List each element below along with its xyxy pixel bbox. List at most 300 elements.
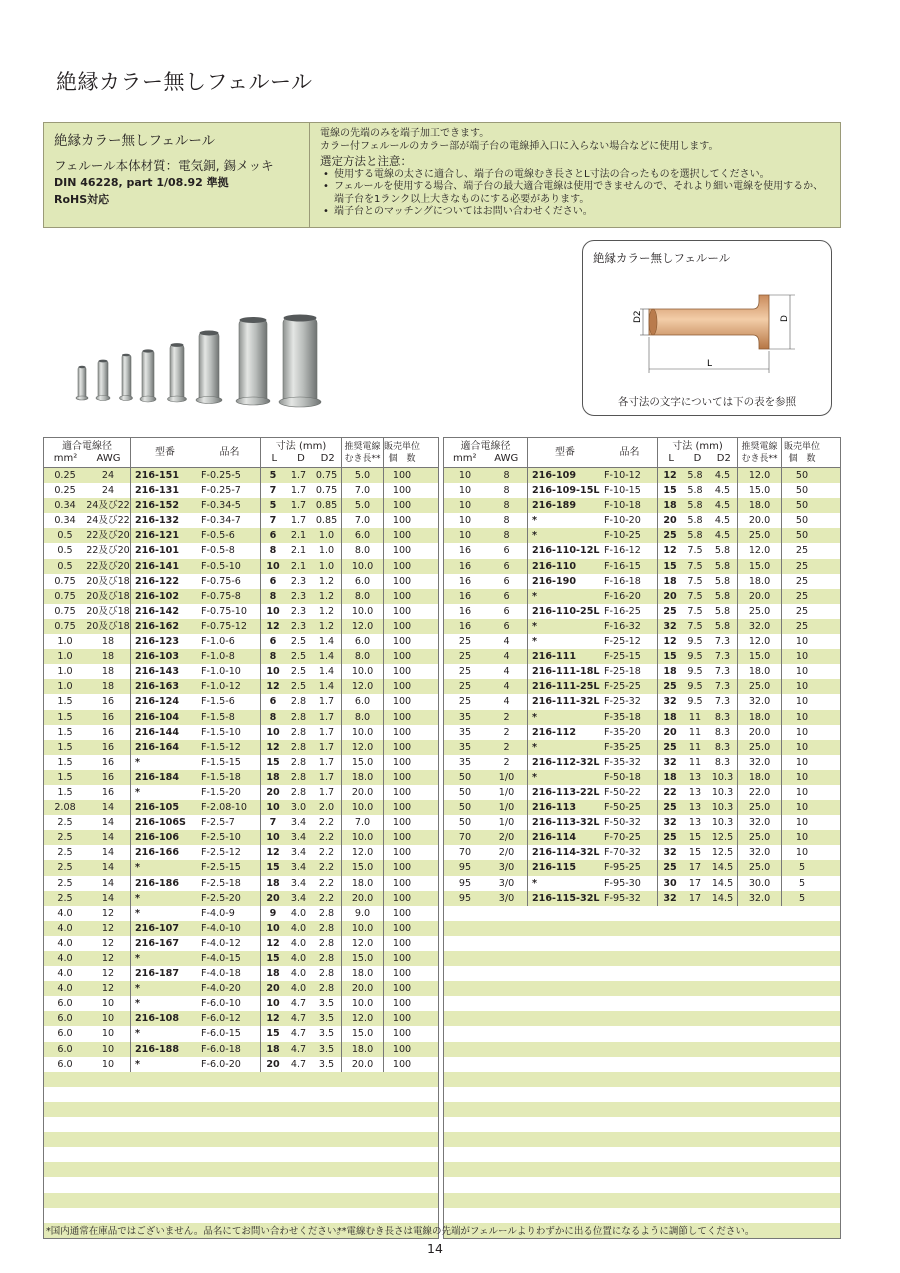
l-cell: 6 xyxy=(269,636,277,648)
product-name-cell: F-1.0-6 xyxy=(199,634,261,649)
l-cell: 20 xyxy=(663,515,677,527)
unit-count-cell: 100 xyxy=(392,605,412,617)
table-row xyxy=(444,589,840,604)
product-name-cell: F-4.0-12 xyxy=(199,936,261,951)
product-name-cell: F-10-12 xyxy=(602,468,658,483)
d2-cell: 5.8 xyxy=(708,559,738,574)
rohs-text: RoHS対応 xyxy=(54,193,110,206)
d-cell: 1.7 xyxy=(290,515,307,527)
l-cell: 15 xyxy=(266,1028,280,1040)
d-cell: 2.8 xyxy=(290,756,307,768)
type-number-cell: 216-101 xyxy=(135,545,180,557)
table-row xyxy=(444,891,840,906)
l-cell: 8 xyxy=(269,711,277,723)
table-row xyxy=(44,951,438,966)
wire-mm2-cell: 2.5 xyxy=(57,892,73,904)
awg-cell: 16 xyxy=(86,694,131,709)
wire-mm2-cell: 35 xyxy=(458,741,472,753)
unit-count-cell: 100 xyxy=(392,968,412,980)
l-cell: 18 xyxy=(663,500,677,512)
unit-count-cell: 100 xyxy=(392,953,412,964)
strip-length-cell: 25.0 xyxy=(738,800,782,815)
d2-cell: 4.5 xyxy=(708,528,738,543)
l-cell: 12 xyxy=(266,1013,280,1025)
strip-header: むき長** xyxy=(741,453,778,464)
l-cell: 20 xyxy=(266,1058,280,1070)
d2-cell: 0.85 xyxy=(312,498,342,513)
l-cell: 12 xyxy=(266,620,280,632)
wire-mm2-cell: 4.0 xyxy=(57,907,73,919)
awg-cell: 8 xyxy=(486,468,528,483)
l-cell: 20 xyxy=(266,892,280,904)
product-name-cell: F-2.5-20 xyxy=(199,891,261,906)
d-cell: 4.0 xyxy=(290,953,307,964)
l-cell: 20 xyxy=(266,786,280,798)
awg-cell: 2 xyxy=(486,710,528,725)
product-name-cell: F-10-20 xyxy=(602,513,658,528)
d-cell: 15 xyxy=(688,847,702,859)
table-row xyxy=(444,664,840,679)
unit-count-cell: 10 xyxy=(795,711,809,723)
d-cell: 2.5 xyxy=(290,636,307,648)
l-cell: 6 xyxy=(269,696,277,708)
selection-heading: 選定方法と注意： xyxy=(320,154,412,168)
strip-length-cell: 20.0 xyxy=(342,785,384,800)
product-name-cell: F-1.5-20 xyxy=(199,785,261,800)
d-cell: 2.1 xyxy=(290,545,307,557)
type-number-cell: 216-110-12L xyxy=(532,545,600,557)
type-number-cell: 216-104 xyxy=(135,711,180,723)
wire-mm2-cell: 95 xyxy=(458,892,472,904)
wire-mm2-cell: 0.75 xyxy=(54,575,76,587)
product-name-cell: F-2.5-12 xyxy=(199,845,261,860)
product-name-cell: F-1.5-8 xyxy=(199,710,261,725)
l-cell: 12 xyxy=(663,470,677,481)
wire-mm2-cell: 1.5 xyxy=(57,696,73,708)
awg-cell: 14 xyxy=(86,891,131,906)
l-cell: 12 xyxy=(266,937,280,949)
awg-cell: 16 xyxy=(86,755,131,770)
d2-cell: 8.3 xyxy=(708,725,738,740)
d-cell: 3.4 xyxy=(290,862,307,874)
strip-length-cell: 5.0 xyxy=(342,498,384,513)
strip-length-cell: 20.0 xyxy=(738,589,782,604)
d2-cell: 1.2 xyxy=(312,589,342,604)
strip-length-cell: 12.0 xyxy=(342,936,384,951)
d-cell: 2.3 xyxy=(290,590,307,602)
table-row xyxy=(444,755,840,770)
l-label: L xyxy=(707,359,713,369)
table-row xyxy=(444,483,840,498)
strip-length-cell: 6.0 xyxy=(342,634,384,649)
l-cell: 10 xyxy=(266,922,280,934)
strip-length-cell: 20.0 xyxy=(342,1057,384,1072)
d-cell: 13 xyxy=(688,786,702,798)
l-cell: 25 xyxy=(663,862,677,874)
strip-length-cell: 32.0 xyxy=(738,694,782,709)
type-number-cell: 216-112 xyxy=(532,726,577,738)
wire-mm2-cell: 25 xyxy=(458,696,472,708)
product-name-cell: F-16-12 xyxy=(602,543,658,558)
type-number-cell: * xyxy=(135,983,141,995)
product-name-cell: F-6.0-18 xyxy=(199,1042,261,1057)
unit-count-cell: 100 xyxy=(392,590,412,602)
table-row xyxy=(44,664,438,679)
note-item: • フェルールを使用する場合、端子台の最大適合電線は使用できませんので、それより細い電線を使用するか、端子台を1ランク以上大きなものにする必要があります。 xyxy=(320,181,830,206)
awg-cell: 24 xyxy=(86,468,131,483)
wire-mm2-cell: 50 xyxy=(458,786,472,798)
d2-cell: 8.3 xyxy=(708,740,738,755)
awg-cell: 1/0 xyxy=(486,815,528,830)
product-name-cell: F-35-20 xyxy=(602,725,658,740)
strip-length-cell: 8.0 xyxy=(342,589,384,604)
type-number-cell: * xyxy=(135,1058,141,1070)
unit-count-cell: 50 xyxy=(795,470,809,481)
l-cell: 5 xyxy=(269,470,277,481)
empty-row xyxy=(444,1117,840,1132)
d2-cell: 1.7 xyxy=(312,740,342,755)
type-number-cell: * xyxy=(135,756,141,768)
awg-cell: 8 xyxy=(486,483,528,498)
product-name-cell: F-0.5-6 xyxy=(199,528,261,543)
unit-count-cell: 100 xyxy=(392,847,412,859)
product-name-cell: F-4.0-10 xyxy=(199,921,261,936)
product-name-cell: F-50-22 xyxy=(602,785,658,800)
d2-cell: 5.8 xyxy=(708,619,738,634)
product-name-cell: F-0.75-6 xyxy=(199,574,261,589)
type-number-cell: * xyxy=(532,711,538,723)
table-body xyxy=(44,468,438,1238)
type-number-cell: 216-106S xyxy=(135,817,186,829)
product-name-cell: F-6.0-15 xyxy=(199,1026,261,1041)
d2-cell: 1.0 xyxy=(312,543,342,558)
table-row xyxy=(44,498,438,513)
d-cell: 17 xyxy=(688,892,702,904)
page-title: 絶縁カラー無しフェルール xyxy=(56,70,313,94)
awg-cell: 22及び20 xyxy=(86,528,131,543)
l-cell: 25 xyxy=(663,681,677,693)
l-cell: 25 xyxy=(663,605,677,617)
d-cell: 5.8 xyxy=(687,470,703,481)
strip-header: むき長** xyxy=(344,453,381,464)
product-name-cell: F-1.5-10 xyxy=(199,725,261,740)
l-cell: 9 xyxy=(269,907,277,919)
l-cell: 8 xyxy=(269,545,277,557)
unit-count-cell: 100 xyxy=(392,756,412,768)
l-cell: 18 xyxy=(266,968,280,980)
type-number-cell: 216-186 xyxy=(135,877,180,889)
strip-header: 推奨電線 xyxy=(344,441,381,452)
d2-cell: 1.2 xyxy=(312,604,342,619)
wire-mm2-cell: 2.5 xyxy=(57,862,73,874)
product-info-box xyxy=(43,122,841,228)
wire-mm2-cell: 2.5 xyxy=(57,832,73,844)
strip-length-cell: 10.0 xyxy=(342,996,384,1011)
strip-length-cell: 12.0 xyxy=(738,543,782,558)
d2-cell: 3.5 xyxy=(312,1057,342,1072)
l-cell: 22 xyxy=(663,786,677,798)
unit-count-cell: 10 xyxy=(795,636,809,648)
d-cell: 2.8 xyxy=(290,696,307,708)
l-cell: 5 xyxy=(269,500,277,512)
type-number-cell: 216-190 xyxy=(532,575,577,587)
table-row xyxy=(44,725,438,740)
d-cell: 4.7 xyxy=(290,1058,307,1070)
unit-header: 販売単位 xyxy=(384,441,421,452)
d2-cell: 1.7 xyxy=(312,725,342,740)
product-name-cell: F-6.0-20 xyxy=(199,1057,261,1072)
product-name-cell: F-95-25 xyxy=(602,860,658,875)
d-cell: 11 xyxy=(688,741,702,753)
table-row xyxy=(44,1026,438,1041)
strip-length-cell: 18.0 xyxy=(738,770,782,785)
d-cell: 2.5 xyxy=(290,666,307,678)
wire-mm2-cell: 0.75 xyxy=(54,620,76,632)
table-row xyxy=(444,574,840,589)
d2-cell: 10.3 xyxy=(708,770,738,785)
d2-cell: 2.2 xyxy=(312,830,342,845)
type-number-cell: 216-110-25L xyxy=(532,605,600,617)
awg-cell: 12 xyxy=(86,951,131,966)
type-number-cell: 216-121 xyxy=(135,530,180,542)
d-cell: 1.7 xyxy=(290,485,307,497)
unit-count-cell: 10 xyxy=(795,832,809,844)
wire-mm2-cell: 2.08 xyxy=(54,802,76,814)
type-number-cell: 216-109-15L xyxy=(532,485,600,497)
d-cell: 3.4 xyxy=(290,832,307,844)
awg-cell: 18 xyxy=(86,664,131,679)
product-name-cell: F-1.0-8 xyxy=(199,649,261,664)
d-cell: 4.0 xyxy=(290,937,307,949)
type-number-cell: 216-113-22L xyxy=(532,786,600,798)
wire-mm2-cell: 0.25 xyxy=(54,470,76,481)
l-cell: 6 xyxy=(269,575,277,587)
unit-count-cell: 100 xyxy=(392,802,412,814)
unit-count-cell: 100 xyxy=(392,575,412,587)
awg-cell: 3/0 xyxy=(486,860,528,875)
unit-count-cell: 10 xyxy=(795,786,809,798)
wire-mm2-cell: 0.75 xyxy=(54,605,76,617)
awg-cell: 2 xyxy=(486,740,528,755)
d2-cell: 14.5 xyxy=(708,860,738,875)
product-name-cell: F-50-18 xyxy=(602,770,658,785)
awg-cell: 16 xyxy=(86,740,131,755)
wire-mm2-cell: 4.0 xyxy=(57,983,73,995)
l-cell: 10 xyxy=(266,802,280,814)
wire-mm2-cell: 95 xyxy=(458,862,472,874)
type-number-cell: 216-144 xyxy=(135,726,180,738)
product-name-cell: F-4.0-9 xyxy=(199,906,261,921)
d2-cell: 2.8 xyxy=(312,951,342,966)
table-row xyxy=(44,679,438,694)
material-text: フェルール本体材質：電気銅, 錫メッキ xyxy=(54,158,274,173)
product-heading: 絶縁カラー無しフェルール xyxy=(54,133,216,149)
awg-cell: 20及び18 xyxy=(86,619,131,634)
l-cell: 20 xyxy=(663,590,677,602)
d-cell: 3.0 xyxy=(290,802,307,814)
empty-row xyxy=(44,1162,438,1177)
unit-count-cell: 100 xyxy=(392,832,412,844)
product-name-cell: F-0.75-12 xyxy=(199,619,261,634)
wire-mm2-cell: 1.0 xyxy=(57,666,73,678)
wire-mm2-cell: 16 xyxy=(458,560,472,572)
wire-mm2-cell: 4.0 xyxy=(57,953,73,964)
unit-count-cell: 100 xyxy=(392,786,412,798)
type-number-cell: 216-103 xyxy=(135,651,180,663)
empty-row xyxy=(444,981,840,996)
awg-header: AWG xyxy=(494,452,519,464)
wire-mm2-cell: 0.5 xyxy=(57,560,73,572)
awg-cell: 1/0 xyxy=(486,770,528,785)
wire-mm2-cell: 35 xyxy=(458,756,472,768)
l-cell: 15 xyxy=(663,651,677,663)
product-name-cell: F-16-25 xyxy=(602,604,658,619)
table-row xyxy=(44,468,438,483)
product-name-cell: F-25-18 xyxy=(602,664,658,679)
l-cell: 18 xyxy=(266,877,280,889)
unit-count-cell: 100 xyxy=(392,1043,412,1055)
d2-cell: 3.5 xyxy=(312,1011,342,1026)
d2-cell: 2.0 xyxy=(312,800,342,815)
unit-header: 個 数 xyxy=(788,453,816,464)
table-row xyxy=(444,528,840,543)
unit-count-cell: 50 xyxy=(795,515,809,527)
d-cell: 5.8 xyxy=(687,515,703,527)
unit-count-cell: 100 xyxy=(392,711,412,723)
awg-cell: 8 xyxy=(486,498,528,513)
unit-count-cell: 10 xyxy=(795,726,809,738)
strip-length-cell: 10.0 xyxy=(342,664,384,679)
unit-count-cell: 5 xyxy=(798,877,806,889)
unit-count-cell: 10 xyxy=(795,696,809,708)
strip-length-cell: 25.0 xyxy=(738,740,782,755)
table-row xyxy=(444,830,840,845)
strip-length-cell: 20.0 xyxy=(738,725,782,740)
d-cell: 15 xyxy=(688,832,702,844)
awg-cell: 2/0 xyxy=(486,830,528,845)
product-name-cell: F-0.25-7 xyxy=(199,483,261,498)
unit-count-cell: 10 xyxy=(795,771,809,783)
wire-mm2-cell: 0.34 xyxy=(54,515,76,527)
l-cell: 8 xyxy=(269,651,277,663)
d-cell: 7.5 xyxy=(687,560,703,572)
product-name-cell: F-0.34-5 xyxy=(199,498,261,513)
d2-cell: 1.7 xyxy=(312,755,342,770)
awg-cell: 3/0 xyxy=(486,891,528,906)
d-cell: 2.8 xyxy=(290,741,307,753)
product-name-cell: F-35-18 xyxy=(602,710,658,725)
footnote-strip-length: **電線むき長さは電線の先端がフェルールよりわずかに出る位置になるように調節してください。 xyxy=(337,1226,755,1237)
ferrule-product-photo xyxy=(60,300,360,430)
wire-mm2-cell: 0.25 xyxy=(54,485,76,497)
wire-mm2-cell: 10 xyxy=(458,470,472,481)
d2-cell: 1.2 xyxy=(312,574,342,589)
product-name-cell: F-2.08-10 xyxy=(199,800,261,815)
d2-cell: 7.3 xyxy=(708,634,738,649)
awg-cell: 14 xyxy=(86,815,131,830)
strip-length-cell: 25.0 xyxy=(738,860,782,875)
strip-length-cell: 25.0 xyxy=(738,679,782,694)
table-row xyxy=(44,981,438,996)
l-cell: 7 xyxy=(269,817,277,829)
strip-length-cell: 8.0 xyxy=(342,649,384,664)
product-name-cell: F-2.5-10 xyxy=(199,830,261,845)
wire-mm2-cell: 16 xyxy=(458,620,472,632)
d2-cell: 1.0 xyxy=(312,559,342,574)
awg-cell: 10 xyxy=(86,996,131,1011)
ferrule-table-left xyxy=(43,437,439,1239)
d2-cell: 2.8 xyxy=(312,966,342,981)
product-name-cell: F-50-32 xyxy=(602,815,658,830)
strip-length-cell: 12.0 xyxy=(342,1011,384,1026)
unit-count-cell: 100 xyxy=(392,726,412,738)
mm2-header: mm² xyxy=(453,452,477,464)
empty-row xyxy=(444,936,840,951)
type-number-cell: 216-162 xyxy=(135,620,180,632)
type-number-cell: 216-123 xyxy=(135,636,180,648)
unit-count-cell: 25 xyxy=(795,590,809,602)
awg-cell: 24 xyxy=(86,483,131,498)
strip-length-cell: 25.0 xyxy=(738,604,782,619)
unit-header: 販売単位 xyxy=(783,441,820,452)
type-number-cell: 216-115 xyxy=(532,862,577,874)
table-row xyxy=(44,740,438,755)
type-number-cell: * xyxy=(532,620,538,632)
d-cell: 4.0 xyxy=(290,922,307,934)
unit-count-cell: 100 xyxy=(392,771,412,783)
d2-cell: 12.5 xyxy=(708,830,738,845)
description-line-2: カラー付フェルールのカラー部が端子台の電線挿入口に入らない場合などに使用します。 xyxy=(320,140,719,152)
empty-row xyxy=(444,1011,840,1026)
empty-row xyxy=(444,996,840,1011)
l-cell: 7 xyxy=(269,515,277,527)
unit-count-cell: 100 xyxy=(392,560,412,572)
unit-count-cell: 100 xyxy=(392,907,412,919)
d-cell: 17 xyxy=(688,877,702,889)
unit-count-cell: 100 xyxy=(392,1013,412,1025)
wire-mm2-cell: 0.75 xyxy=(54,590,76,602)
strip-length-cell: 15.0 xyxy=(342,1026,384,1041)
table-row xyxy=(444,604,840,619)
wire-mm2-cell: 10 xyxy=(458,485,472,497)
d2-cell: 10.3 xyxy=(708,815,738,830)
awg-cell: 14 xyxy=(86,830,131,845)
diagram-note: 各寸法の文字については下の表を参照 xyxy=(617,396,797,408)
l-cell: 32 xyxy=(663,620,677,632)
d2-cell: 1.7 xyxy=(312,710,342,725)
empty-row xyxy=(44,1102,438,1117)
product-name-cell: F-95-30 xyxy=(602,876,658,891)
wire-mm2-cell: 25 xyxy=(458,681,472,693)
wire-mm2-cell: 10 xyxy=(458,500,472,512)
table-row xyxy=(444,785,840,800)
strip-length-cell: 32.0 xyxy=(738,891,782,906)
empty-row xyxy=(44,1117,438,1132)
awg-cell: 6 xyxy=(486,604,528,619)
unit-count-cell: 10 xyxy=(795,756,809,768)
wire-mm2-cell: 1.5 xyxy=(57,711,73,723)
wire-mm2-cell: 16 xyxy=(458,590,472,602)
d-cell: 5.8 xyxy=(687,485,703,497)
unit-count-cell: 25 xyxy=(795,560,809,572)
wire-mm2-cell: 2.5 xyxy=(57,877,73,889)
type-number-cell: 216-131 xyxy=(135,485,180,497)
l-header: L xyxy=(271,452,278,464)
d-cell: 1.7 xyxy=(290,470,307,481)
unit-count-cell: 100 xyxy=(392,1058,412,1070)
awg-cell: 8 xyxy=(486,513,528,528)
d2-cell: 7.3 xyxy=(708,649,738,664)
